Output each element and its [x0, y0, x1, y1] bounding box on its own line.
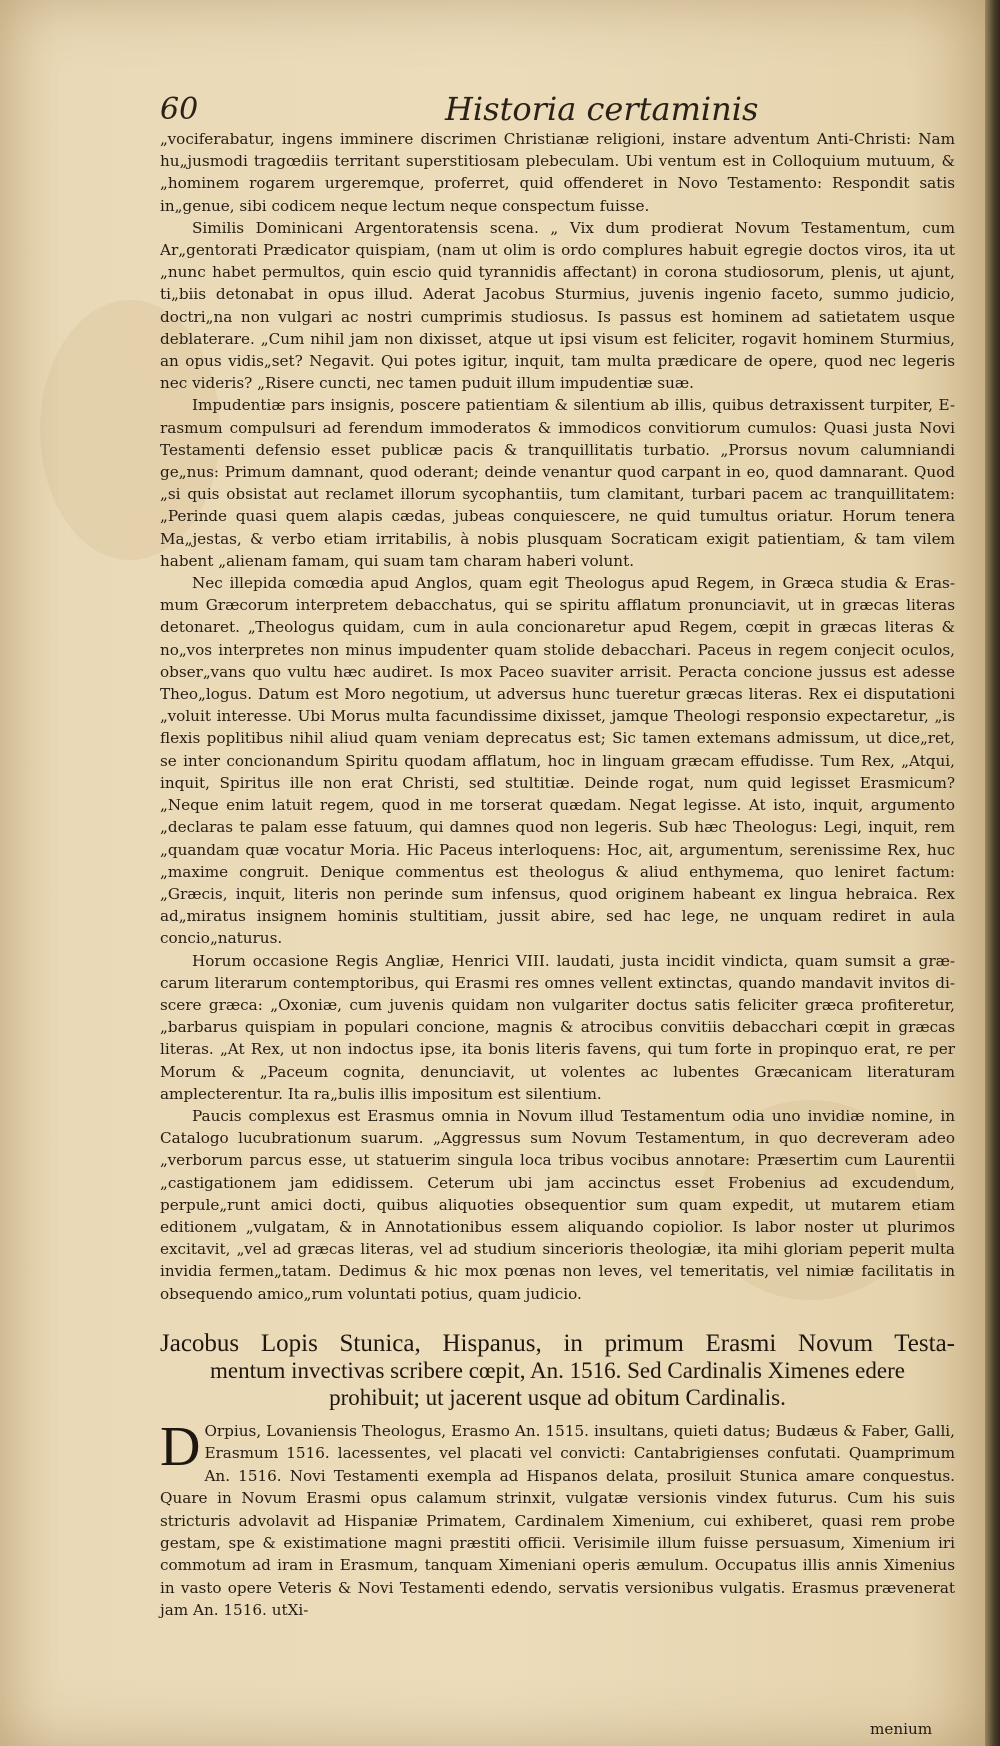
- heading-line: prohibuit; ut jacerent usque ad obitum Cardinalis.: [329, 1385, 786, 1410]
- page-header: [160, 92, 960, 132]
- drop-cap: D: [160, 1416, 201, 1478]
- paragraph: „vociferabatur, ingens imminere discrimen Christianæ religioni, instare adventum Anti-Christi: Nam hu„jusmodi tragœdiis territant superstitiosam plebeculam. Ubi ventum est in Colloquium mutuum, & „hominem rogarem urgeremque, proferret, quid offenderet in Novo Testamento: Respondit satis in„genue, sibi codicem neque lectum neque conspectum fuisse.: [160, 130, 955, 215]
- paragraph-text: Orpius, Lovaniensis Theologus, Erasmo An. 1515. insultans, quieti datus; Budæus & Faber, Galli, Erasmum 1516. lacessentes, vel placati vel convicti: Cantabrigienses confutati. Quamprimum An. 1516. Novi Testamenti exempla ad Hispanos delata, prosiluit Stunica amare conquestus. Quare in Novum Erasmi opus calamum strinxit, vulgatæ versionis vindex futurus. Cum his suis stricturis advolavit ad Hispaniæ Primatem, Cardinalem Ximenium, cui exhiberet, quasi rem probe gestam, spe & existimatione magni præstiti officii. Verisimile illum fuisse persuasum, Ximenium iri commotum ad iram in Erasmum, tanquam Ximeniani operis æmulum. Occupatus illis annis Ximenius in vasto opere Veteris & Novi Testamenti edendo, servatis versionibus vulgatis. Erasmus prævenerat jam An. 1516. utXi-: [160, 1422, 955, 1620]
- section-heading: [160, 1330, 955, 1411]
- paragraph: Paucis complexus est Erasmus omnia in Novum illud Testamentum odia uno invidiæ nomine, in Catalogo lucubrationum suarum. „Aggressus sum Novum Testamentum, in quo decreveram adeo „verborum parcus esse, ut statuerim singula loca tribus vocibus annotare: Præsertim cum Laurentii „castigationem jam edidissem. Ceterum ubi jam accinctus esset Frobenius ad excudendum, perpule„runt amici docti, quibus aliquoties obsequentior sum quam expedit, ut mutarem etiam editionem „vulgatam, & in Annotationibus essem aliquando copiolior. Is labor noster ut plurimos excitavit, „vel ad græcas literas, vel ad studium sincerioris theologiæ, ita mihi gloriam peperit multa invidia fermen„tatam. Dedimus & hic mox pœnas non leves, vel temeritatis, vel nimiæ facilitatis in obsequendo amico„rum voluntati potius, quam judicio.: [160, 1106, 955, 1303]
- heading-line: Jacobus Lopis Stunica, Hispanus, in primum Erasmi Novum Testa-: [160, 1330, 955, 1357]
- running-title: Historia certaminis: [445, 90, 759, 128]
- paragraph: Impudentiæ pars insignis, poscere patientiam & silentium ab illis, quibus detraxissent turpiter, E-rasmum compulsuri ad ferendum immoderatos & immodicos convitiorum cumulos: Quasi justa Novi Testamenti defensio esset publicæ pacis & tranquillitatis turbatio. „Prorsus novum calumniandi ge„nus: Primum damnant, quod oderant; deinde venantur quod carpant in eo, quod damnarant. Quod „si quis obsistat aut reclamet illorum sycophantiis, tum clamitant, turbari pacem ac tranquillitatem: „Perinde quasi quem alapis cædas, jubeas conquiescere, ne quid tumultus oriatur. Horum tenera Ma„jestas, & verbo etiam irritabilis, à nobis plusquam Socraticam exigit patientiam, & tam vilem habent „alienam famam, qui suam tam charam haberi volunt.: [160, 396, 955, 570]
- heading-line: mentum invectivas scribere cœpit, An. 1516. Sed Cardinalis Ximenes edere: [210, 1358, 905, 1383]
- page-edge: [985, 0, 1000, 1746]
- paragraph: Horum occasione Regis Angliæ, Henrici VIII. laudati, justa incidit vindicta, quam sumsit a græ-carum literarum contemptoribus, qui Erasmi res omnes vellent extinctas, quando mandavit invitos di-scere græca: „Oxoniæ, cum juvenis quidam non vulgariter doctus satis feliciter græca profiteretur, „barbarus quispiam in populari concione, magnis & atrocibus convitiis debacchari cœpit in græcas literas. „At Rex, ut non indoctus ipse, ita bonis literis favens, qui tum forte in propinquo erat, re per Morum & „Paceum cognita, denunciavit, ut volentes ac lubentes Græcanicam literaturam amplecterentur. Ita ra„bulis illis impositum est silentium.: [160, 951, 955, 1103]
- catchword: menium: [870, 1720, 933, 1738]
- paragraph: Similis Dominicani Argentoratensis scena. „ Vix dum prodierat Novum Testamentum, cum Ar„gentorati Prædicator quispiam, (nam ut olim is ordo complures habuit egregie doctos viros, ita ut „nunc habet permultos, quin escio quid tyrannidis affectant) in corona studiosorum, plenis, ut ajunt, ti„biis detonabat in opus illud. Aderat Jacobus Sturmius, juvenis ingenio faceto, summo judicio, doctri„na non vulgari ac nostri cumprimis studiosus. Is passus est hominem ad satietatem usque deblaterare. „Cum nihil jam non dixisset, atque ut ipsi visum est feliciter, rogavit hominem Sturmius, an opus vidis„set? Negavit. Qui potes igitur, inquit, tam multa prædicare de opere, quod nec legeris nec videris? „Risere cuncti, nec tamen puduit illum impudentiæ suæ.: [160, 218, 955, 393]
- paragraph: Nec illepida comœdia apud Anglos, quam egit Theologus apud Regem, in Græca studia & Eras-mum Græcorum interpretem debacchatus, qui se spiritu afflatum pronunciavit, ut in græcas literas detonaret. „Theologus quidam, cum in aula concionaretur apud Regem, cœpit in græcas literas & no„vos interpretes non minus impudenter quam stolide debacchari. Paceus in regem conjecit oculos, obser„vans quo vultu hæc audiret. Is mox Paceo suaviter arrisit. Peracta concione jussus est adesse Theo„logus. Datum est Moro negotium, ut adversus hunc tueretur græcas literas. Rex ei disputationi „voluit interesse. Ubi Morus multa facundissime dixisset, jamque Theologi responsio expectaretur, „is flexis poplitibus nihil aliud quam veniam deprecatus est; Sic tamen extemans admissum, ut dice„ret, se inter concionandum Spiritu quodam afflatum, hoc in linguam græcam effudisse. Tum Rex, „Atqui, inquit, Spiritus ille non erat Christi, sed stultitiæ. Deinde rogat, num quid legisset Erasmicum? „Neque enim latuit regem, quod in me torserat quædam. Negat legisse. At isto, inquit, argumento „declaras te palam esse fatuum, qui damnes quod non legeris. Sub hæc Theologus: Legi, inquit, rem „quandam quæ vocatur Moria. Hic Paceus interloquens: Hoc, ait, argumentum, serenissime Rex, huc „maxime congruit. Denique commentus est theologus & aliud enthymema, quo leniret factum: „Græcis, inquit, literis non perinde sum infensus, quod originem habeant ex lingua hebraica. Rex ad„miratus insignem hominis stultitiam, jussit abire, sed hac lege, ne unquam rediret in aula concio„naturus.: [160, 574, 955, 948]
- section-paragraph: [160, 1416, 955, 1622]
- page-number: 60: [160, 92, 199, 127]
- body-text: [160, 128, 955, 1305]
